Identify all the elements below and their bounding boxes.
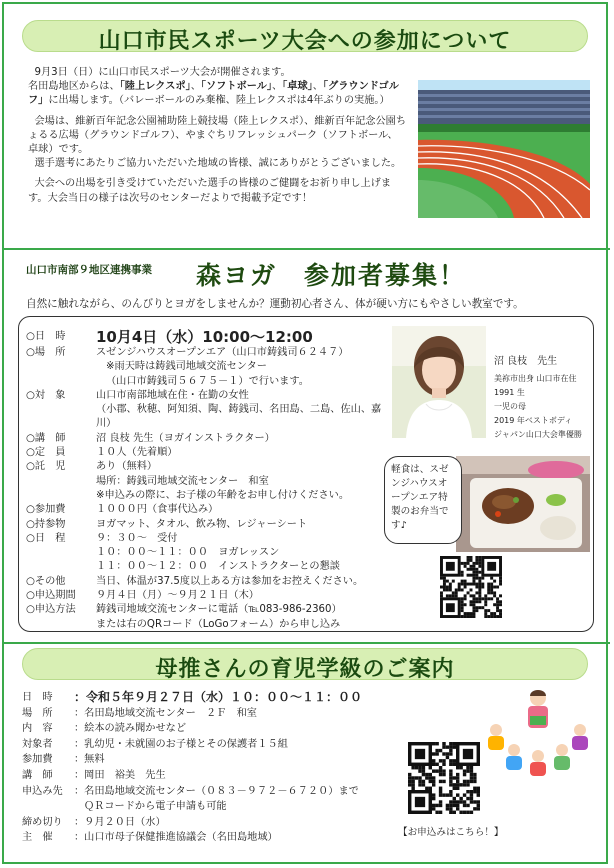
yoga-row-label: [26, 475, 96, 489]
yoga-row-value: １０人（先着順）: [96, 447, 178, 459]
yoga-row: [26, 346, 386, 360]
yoga-tag: 山口市南部９地区連携事業: [26, 264, 152, 276]
yoga-row-value: 10月4日（水）10:00～12:00: [96, 328, 313, 346]
event-rikujo: 「陸上レクスポ」: [119, 81, 191, 93]
yoga-row-value: ※雨天時は鋳銭司地域交流センター: [106, 361, 267, 373]
yoga-row-value: ※申込みの際に、お子様の年齢をお申し付けください。: [96, 489, 350, 501]
ikuji-row-label: 講 師: [22, 769, 53, 781]
yoga-row: [26, 360, 386, 374]
yoga-details: [26, 328, 386, 632]
yoga-qr-code[interactable]: [440, 556, 502, 618]
yoga-row: [26, 618, 386, 632]
ikuji-row: [22, 768, 402, 784]
yoga-row-value: 場所：鋳銭司地域交流センター 和室: [96, 475, 269, 487]
yoga-row: [26, 328, 386, 346]
ikuji-row-label: 場 所: [22, 707, 53, 719]
sports-p3: 選手選考にあたりご協力いただいた地域の皆様、誠にありがとうございました。: [34, 158, 402, 170]
ikuji-row-label: 対象者: [22, 738, 53, 750]
bento-photo: [456, 456, 590, 552]
yoga-row-label: ○日 程: [26, 532, 66, 544]
sports-p1a: 9月3日（日）に山口市民スポーツ大会が開催されます。: [34, 67, 291, 78]
yoga-row-value: ９：３０～ 受付: [96, 532, 178, 544]
ikuji-banner: [22, 648, 588, 680]
sports-banner: [22, 20, 588, 52]
yoga-row-label: ○日 時: [26, 331, 66, 342]
ikuji-row-value: ：名田島地域交流センター ２Ｆ 和室: [74, 707, 257, 719]
yoga-row: [26, 375, 386, 389]
yoga-row-label: [26, 375, 96, 389]
yoga-row-label: [26, 489, 96, 503]
yoga-row: [26, 403, 386, 432]
bento-speech-bubble: [384, 456, 462, 544]
yoga-row-value: 鋳銭司地域交流センターに電話（℡083-986-2360）: [96, 604, 342, 616]
yoga-row-value: 当日、体温が37.5度以上ある方は参加をお控えください。: [96, 575, 364, 587]
ikuji-row-label: 日 時: [22, 692, 53, 703]
event-groundgolf: 「グラウンドゴルフ」: [28, 81, 399, 107]
yoga-row-value: スゼンジハウスオープンエア（山口市鋳銭司６２４７）: [96, 347, 349, 358]
yoga-row-value: １０：００～１１：００ ヨガレッスン: [96, 547, 280, 559]
yoga-row-value: （山口市鋳銭司５６７５－１）で行います。: [106, 375, 309, 387]
ikuji-row-value: ：無料: [74, 754, 105, 766]
sports-title: 山口市民スポーツ大会への参加について: [98, 29, 512, 54]
instructor-name: 沼 良枝 先生: [494, 356, 558, 367]
yoga-row-label: ○場 所: [26, 347, 66, 358]
yoga-row: [26, 560, 386, 574]
yoga-row-label: ○定 員: [26, 447, 66, 459]
yoga-row-value: または右のQRコード（LoGoフォーム）から申し込み: [96, 618, 341, 630]
instructor-bio-line: 一児の母: [494, 402, 526, 411]
yoga-row-label: [26, 546, 96, 560]
yoga-row: [26, 389, 386, 403]
yoga-row-label: ○対 象: [26, 389, 66, 401]
yoga-row-label: ○参加費: [26, 504, 66, 516]
yoga-row: [26, 432, 386, 446]
yoga-row: [26, 475, 386, 489]
yoga-row-label: ○託 児: [26, 461, 66, 473]
bubble-text: 軽食は、スゼンジハウスオープンエア特製のお弁当です♪: [391, 464, 449, 531]
yoga-row-value: ９月４日（月）～９月２１日（木）: [96, 590, 259, 602]
yoga-row: [26, 460, 386, 474]
ikuji-row-value: ：山口市母子保健推進協議会（名田島地域）: [74, 832, 278, 844]
instructor-bio-line: ジャパン山口大会準優勝: [494, 430, 582, 439]
yoga-lead: 自然に触れながら、のんびりとヨガをしませんか？運動初心者さん、体が硬い方にもやさしい教室です。: [26, 298, 524, 310]
ikuji-row: [22, 752, 402, 768]
ikuji-row: [22, 815, 402, 831]
sports-p4: 大会への出場を引き受けていただいた選手の皆様のご健闘をお祈り申し上げます。大会当日の様子は次号のセンターだよりで掲載予定です！: [28, 178, 392, 204]
ikuji-row: [22, 799, 402, 815]
ikuji-row: [22, 690, 402, 706]
yoga-title: 森ヨガ 参加者募集！: [196, 261, 467, 290]
yoga-row: [26, 489, 386, 503]
ikuji-row: [22, 830, 402, 846]
yoga-row-label: [26, 560, 96, 574]
sports-p2: 会場は、維新百年記念公園補助陸上競技場（陸上レクスポ）、維新百年記念公園ちょるる広場（グラウンドゴルフ）、やまぐちリフレッシュパーク（ソフトボール、卓球）です。: [28, 115, 407, 156]
event-softball: 「ソフトボール」: [200, 81, 272, 93]
qr-caption: 【お申込みはこちら！】: [398, 827, 504, 838]
ikuji-row: [22, 706, 402, 722]
kids-reading-illustration: [484, 686, 592, 776]
yoga-row-label: [26, 360, 96, 374]
yoga-row-value: １１：００～１２：００ インストラクターとの懇談: [96, 561, 340, 573]
ikuji-row-value: ：名田島地域交流センター（０８３－９７２－６７２０）まで: [74, 785, 359, 797]
yoga-row: [26, 575, 386, 589]
sports-p1b: 名田島地区からは、「陸上レクスポ」、「ソフトボール」、「卓球」、「グラウンドゴルフ」に出場します。（バレーボールのみ棄権、陸上レクスポは4年ぶりの実施。）: [28, 81, 399, 107]
ikuji-details: [22, 690, 402, 846]
ikuji-row-value: ：絵本の読み聞かせなど: [74, 723, 187, 735]
ikuji-row-label: 締め切り: [22, 816, 63, 828]
ikuji-row-label: 内 容: [22, 723, 53, 735]
yoga-row: [26, 446, 386, 460]
instructor-photo: [392, 326, 486, 438]
ikuji-row: [22, 737, 402, 753]
yoga-row-label: ○講 師: [26, 432, 66, 444]
ikuji-row-value: ：９月２０日（水）: [74, 816, 166, 828]
yoga-row: [26, 603, 386, 617]
yoga-row-value: 山口市南部地域在住・在勤の女性: [96, 389, 249, 401]
instructor-bio: [494, 372, 582, 442]
yoga-row: [26, 518, 386, 532]
stadium-image: [418, 80, 590, 218]
ikuji-row-label: 申込み先: [22, 785, 63, 797]
ikuji-row-label: 参加費: [22, 754, 53, 766]
yoga-row-value: あり（無料）: [96, 461, 158, 473]
instructor-bio-line: 1991 生: [494, 388, 525, 397]
yoga-row-label: [26, 618, 96, 632]
yoga-row: [26, 546, 386, 560]
yoga-row-label: ○その他: [26, 575, 66, 587]
ikuji-row-value: ＱＲコードから電子申請も可能: [84, 801, 227, 813]
sports-body: [28, 66, 406, 206]
yoga-row: [26, 589, 386, 603]
ikuji-row-value: ：令和５年９月２７日（水）１０：００～１１：００: [74, 690, 363, 704]
ikuji-row: [22, 784, 402, 800]
ikuji-row-label: 主 催: [22, 832, 53, 844]
instructor-bio-line: 美祢市出身 山口市在住: [494, 374, 577, 383]
ikuji-row-label: [22, 799, 74, 815]
yoga-row-label: [26, 403, 96, 432]
event-tabletennis: 「卓球」: [282, 81, 313, 93]
yoga-row: [26, 532, 386, 546]
yoga-row-value: ヨガマット、タオル、飲み物、レジャーシート: [96, 518, 308, 530]
yoga-row-value: １０００円（食事代込み）: [96, 504, 219, 516]
ikuji-title: 母推さんの育児学級のご案内: [155, 657, 455, 682]
yoga-row-value: 沼 良枝 先生（ヨガインストラクター）: [96, 432, 275, 444]
yoga-row: [26, 503, 386, 517]
ikuji-qr-code[interactable]: [408, 742, 480, 814]
ikuji-row-value: ：岡田 裕美 先生: [74, 769, 166, 781]
ikuji-row: [22, 721, 402, 737]
instructor-bio-line: 2019 年ベストボディ: [494, 416, 573, 425]
ikuji-row-value: ：乳幼児・未就園のお子様とその保護者１５組: [74, 738, 288, 750]
yoga-row-label: ○持参物: [26, 518, 66, 530]
yoga-row-value: （小郡、秋穂、阿知須、陶、鋳銭司、名田島、二島、佐山、嘉川）: [96, 404, 382, 430]
yoga-row-label: ○申込方法: [26, 604, 76, 616]
yoga-row-label: ○申込期間: [26, 590, 76, 602]
